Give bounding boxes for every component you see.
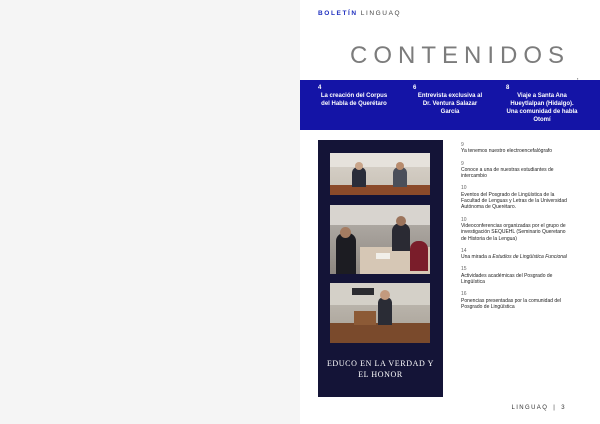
- featured-article-title: Entrevista exclusiva al Dr. Ventura Salazar García: [417, 93, 483, 115]
- toc-page-number: 9: [461, 142, 464, 148]
- featured-article-2[interactable]: [413, 84, 487, 116]
- toc-item[interactable]: [461, 217, 571, 242]
- toc-page-number: 14: [461, 247, 467, 254]
- photo-presentation: [330, 283, 430, 343]
- footer-separator: |: [553, 405, 557, 411]
- toc-title: Ya tenemos nuestro electroencefalógrafo: [461, 148, 553, 155]
- toc-item[interactable]: [461, 248, 571, 261]
- featured-article-page: 6: [413, 85, 417, 91]
- toc-item[interactable]: [461, 291, 571, 310]
- toc-page-number: 15: [461, 266, 467, 273]
- featured-articles-banner: [300, 80, 600, 130]
- toc-title: Ponencias presentadas por la comunidad del Posgrado de Lingüística: [461, 297, 562, 310]
- featured-article-page: 4: [318, 85, 322, 91]
- featured-article-page: 8: [506, 85, 510, 91]
- toc-title: Videoconferencias organizadas por el grupo de investigación SEQUEHL (Seminario Queretano de Historia de la Lengua): [461, 222, 566, 242]
- toc-title: Eventos del Posgrado de Lingüística de la Facultad de Lenguas y Letras de la Universidad Autónoma de Querétaro.: [461, 191, 567, 211]
- header-boletin: BOLETÍN: [318, 10, 358, 17]
- photo-panel-discussion: [330, 153, 430, 195]
- toc-title: Actividades académicas del Posgrado de Lingüística: [461, 272, 553, 286]
- toc-page-number: 10: [461, 216, 467, 223]
- toc-title: Conoce a una de nuestras estudiantes de intercambio: [461, 166, 554, 180]
- featured-article-3[interactable]: [506, 84, 578, 124]
- toc-item[interactable]: [461, 142, 571, 155]
- motto-line-2: EL HONOR: [358, 370, 403, 379]
- header-linguaq: LINGUAQ: [360, 10, 402, 17]
- motto-line-1: EDUCO EN LA VERDAD Y: [326, 359, 435, 368]
- university-motto: [318, 358, 443, 380]
- footer-page-number: 3: [561, 405, 566, 411]
- photo-students-table: [330, 205, 430, 274]
- toc-page-number: 9: [461, 160, 464, 167]
- photo-panel: [318, 140, 443, 397]
- decorative-mark: ▪: [577, 76, 579, 81]
- toc-title-italic: Estudios de Lingüística Funcional: [492, 254, 567, 261]
- featured-article-1[interactable]: [318, 84, 390, 108]
- page-footer: [511, 405, 566, 411]
- toc-item[interactable]: [461, 161, 571, 180]
- featured-article-title: La creación del Corpus del Habla de Querétaro: [320, 93, 388, 107]
- table-of-contents: [461, 142, 571, 316]
- toc-page-number: 16: [461, 291, 467, 298]
- featured-article-title: Viaje a Santa Ana Hueytlalpan (Hidalgo). Una comunidad de habla Otomí: [506, 93, 578, 123]
- footer-name: LINGUAQ: [511, 405, 549, 411]
- toc-item[interactable]: [461, 266, 571, 285]
- toc-item[interactable]: [461, 185, 571, 210]
- page-title: CONTENIDOS: [349, 42, 570, 69]
- newsletter-header: [318, 10, 401, 17]
- toc-title: [461, 254, 571, 260]
- toc-page-number: 10: [461, 185, 467, 192]
- contents-page: [300, 0, 600, 424]
- toc-title-prefix: Una mirada a: [461, 254, 493, 261]
